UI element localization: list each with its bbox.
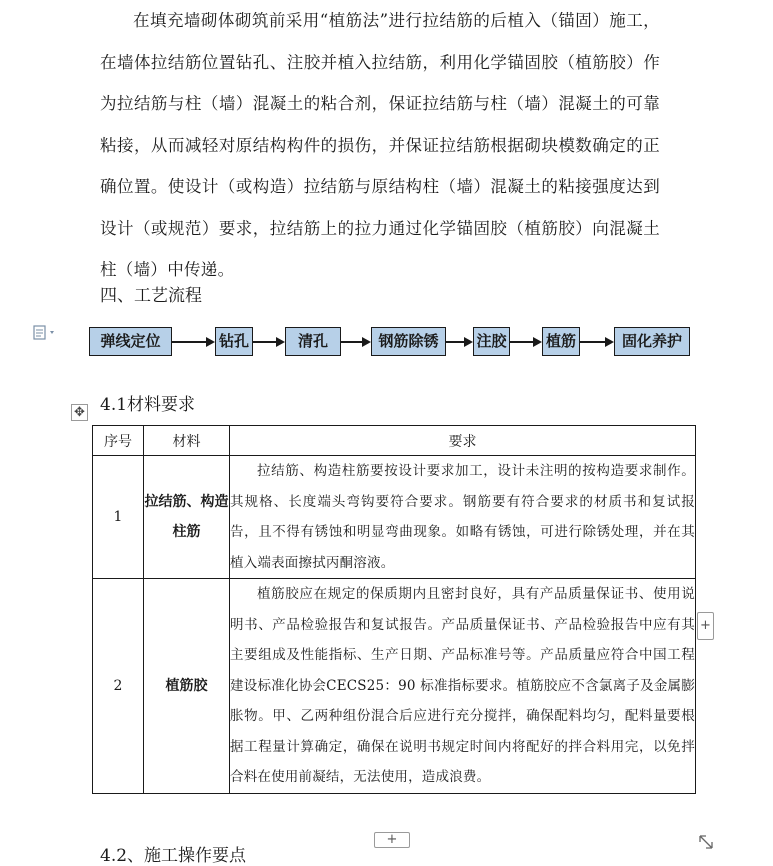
flow-arrow (253, 341, 277, 343)
header-material: 材料 (144, 426, 230, 456)
table-move-handle[interactable]: ✥ (71, 404, 88, 421)
add-column-button[interactable]: + (697, 612, 714, 640)
flow-arrow-head (276, 337, 285, 347)
table-resize-icon[interactable] (697, 833, 715, 851)
row-material: 拉结筋、构造柱筋 (144, 456, 230, 579)
flow-arrow (446, 341, 465, 343)
add-row-button[interactable]: + (374, 832, 410, 848)
row-requirement: 拉结筋、构造柱筋要按设计要求加工，设计未注明的按构造要求制作。其规格、长度端头弯钩要符合要求。钢筋要有符合要求的材质书和复试报告，且不得有锈蚀和明显弯曲现象。如略有锈蚀，可进行除锈处理，并在其植入端表面擦拭丙酮溶液。 (230, 456, 696, 579)
flow-arrow (580, 341, 606, 343)
flow-arrow-head (206, 337, 215, 347)
row-number: 2 (93, 579, 144, 794)
header-no: 序号 (93, 426, 144, 456)
flow-step-cleaning: 清孔 (285, 327, 341, 356)
intro-paragraph: 在填充墙砌体砌筑前采用“植筋法”进行拉结筋的后植入（锚固）施工，在墙体拉结筋位置钻孔、注胶并植入拉结筋，利用化学锚固胶（植筋胶）作为拉结筋与柱（墙）混凝土的粘合剂，保证拉结筋与柱（墙）混凝土的可靠粘接，从而减轻对原结构构件的损伤，并保证拉结筋根据砌块模数确定的正确位置。使设计（或构造）拉结筋与原结构柱（墙）混凝土的粘接强度达到设计（或规范）要求，拉结筋上的拉力通过化学锚固胶（植筋胶）向混凝土柱（墙）中传递。 (100, 11, 660, 279)
flow-step-derusting: 钢筋除锈 (371, 327, 446, 356)
section-4-heading: 四、工艺流程 (100, 286, 202, 306)
table-header-row (93, 426, 696, 456)
row-material: 植筋胶 (144, 579, 230, 794)
flow-step-bar-planting: 植筋 (542, 327, 580, 356)
flow-arrow-head (362, 337, 371, 347)
table-row (93, 579, 696, 794)
flow-step-marking: 弹线定位 (89, 327, 172, 356)
flow-arrow-head (464, 337, 473, 347)
flow-step-glue-injection: 注胶 (473, 327, 510, 356)
section-4-2-heading: 4.2、施工操作要点 (100, 846, 247, 866)
header-requirement: 要求 (230, 426, 696, 456)
section-4-1-heading: 4.1材料要求 (100, 395, 196, 415)
flow-arrow-head (605, 337, 614, 347)
flow-arrow (341, 341, 363, 343)
paragraph-options-icon[interactable] (33, 325, 57, 341)
flow-arrow-head (533, 337, 542, 347)
flow-arrow (172, 341, 207, 343)
row-number: 1 (93, 456, 144, 579)
row-requirement: 植筋胶应在规定的保质期内且密封良好，具有产品质量保证书、使用说明书、产品检验报告和复试报告。产品质量保证书、产品检验报告中应有其主要组成及性能指标、生产日期、产品标准号等。产品质量应符合中国工程建设标准化协会CECS25：90 标准指标要求。植筋胶应不含氯离子及金属膨胀物。甲、乙两种组份混合后应进行充分搅拌，确保配料均匀，配料量要根据工程量计算确定，确保在说明书规定时间内将配好的拌合料用完，以免拌合料在使用前凝结，无法使用，造成浪费。 (230, 579, 696, 794)
flow-step-curing: 固化养护 (614, 327, 690, 356)
table-row (93, 456, 696, 579)
flow-step-drilling: 钻孔 (215, 327, 253, 356)
material-requirements-table (92, 425, 696, 794)
flow-arrow (510, 341, 534, 343)
